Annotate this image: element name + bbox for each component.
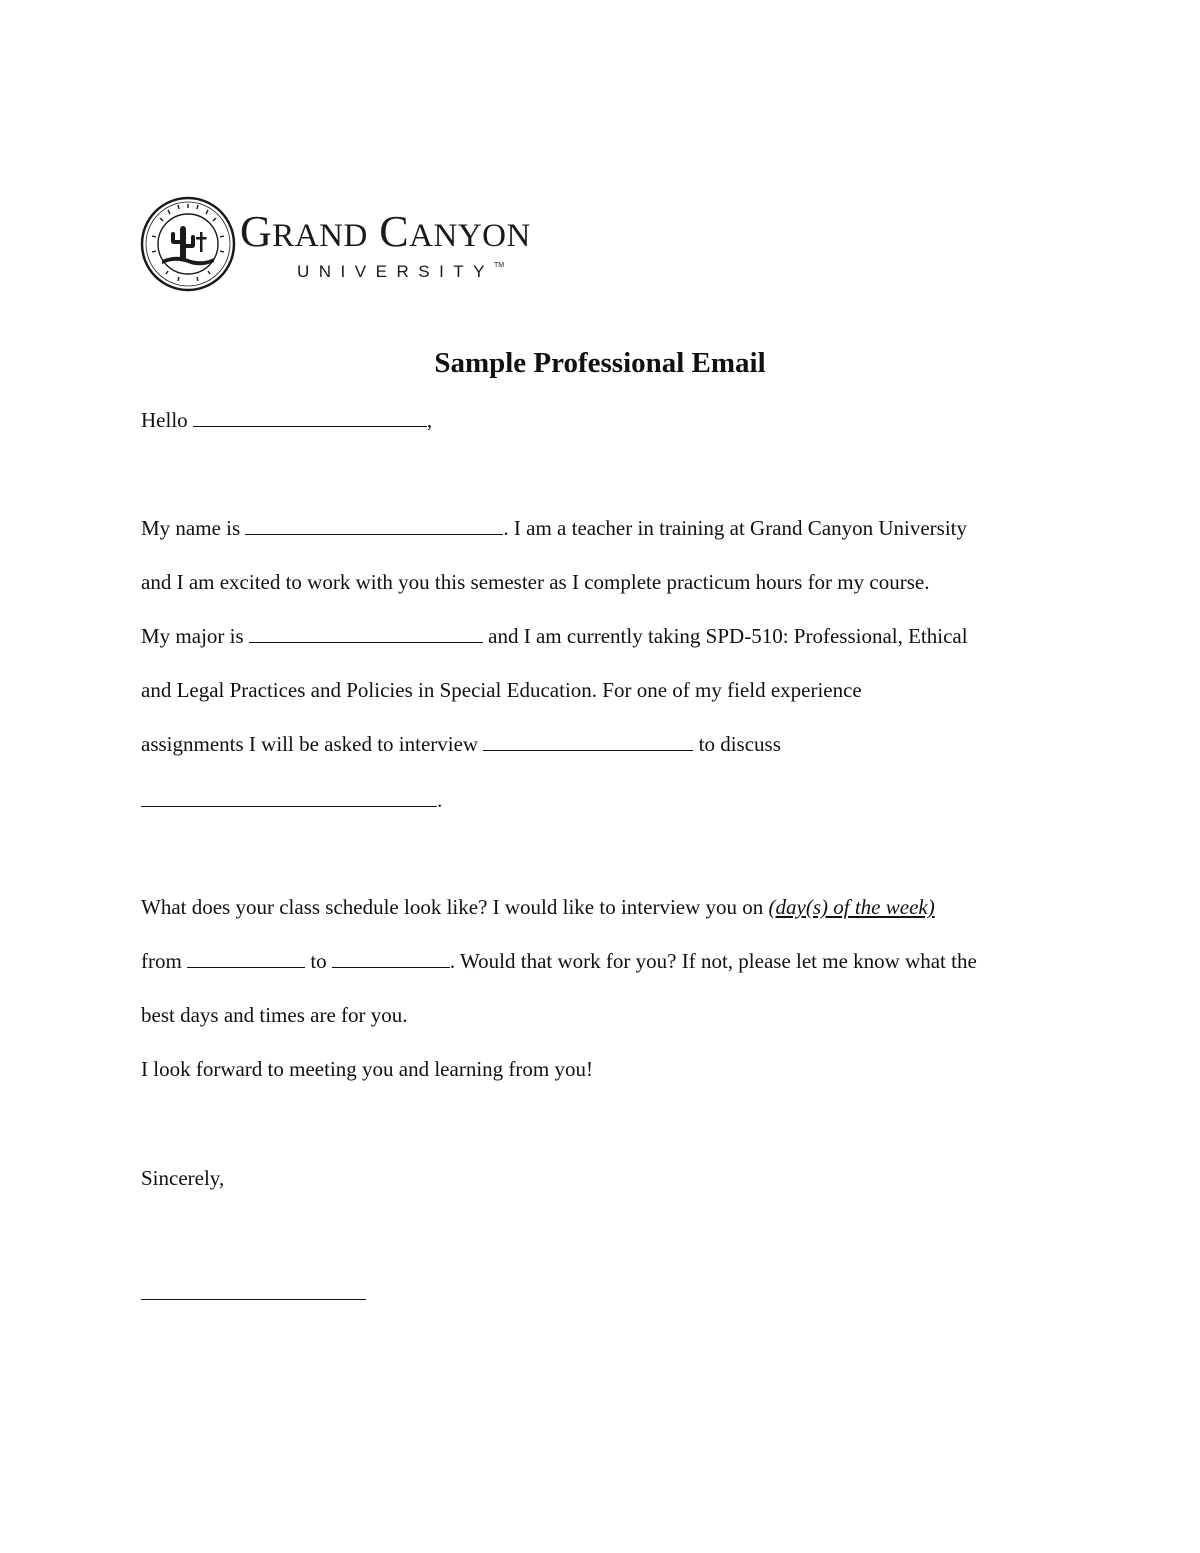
gcu-seal-icon	[140, 196, 236, 292]
paragraph1-line1: My name is . I am a teacher in training at Grand Canyon University	[141, 516, 968, 540]
paragraph1-line4: and Legal Practices and Policies in Special Education. For one of my field experience	[141, 678, 862, 702]
paragraph2-line1: What does your class schedule look like? I would like to interview you on (day(s) of the week)	[141, 895, 935, 919]
paragraph1-line3: My major is and I am currently taking SPD-510: Professional, Ethical	[141, 624, 968, 648]
paragraph2-line3: best days and times are for you.	[141, 1003, 408, 1027]
greeting-line: Hello ,	[141, 408, 433, 432]
major-blank[interactable]	[249, 624, 483, 643]
paragraph1-line6: .	[141, 786, 442, 814]
trademark-symbol: TM	[494, 262, 505, 269]
signature-blank[interactable]	[141, 1299, 366, 1300]
paragraph1-line5: assignments I will be asked to interview to discuss	[141, 732, 781, 756]
paragraph2-line2: from to . Would that work for you? If not, please let me know what the	[141, 949, 977, 973]
interviewee-blank[interactable]	[483, 732, 693, 751]
paragraph2-line4: I look forward to meeting you and learning from you!	[141, 1057, 593, 1081]
page-title: Sample Professional Email	[434, 347, 766, 379]
sender-name-blank[interactable]	[245, 516, 503, 535]
discussion-topic-blank[interactable]	[141, 788, 437, 807]
university-logo	[140, 196, 560, 292]
closing-text: Sincerely,	[141, 1166, 225, 1190]
recipient-name-blank[interactable]	[193, 408, 427, 427]
start-time-blank[interactable]	[187, 949, 305, 968]
end-time-blank[interactable]	[332, 949, 450, 968]
paragraph1-line2: and I am excited to work with you this semester as I complete practicum hours for my course.	[141, 570, 930, 594]
wordmark-university: UNIVERSITY™	[297, 262, 505, 281]
wordmark-grand-canyon: GRAND CANYON	[240, 207, 531, 256]
days-of-week-placeholder[interactable]: (day(s) of the week)	[768, 895, 935, 919]
